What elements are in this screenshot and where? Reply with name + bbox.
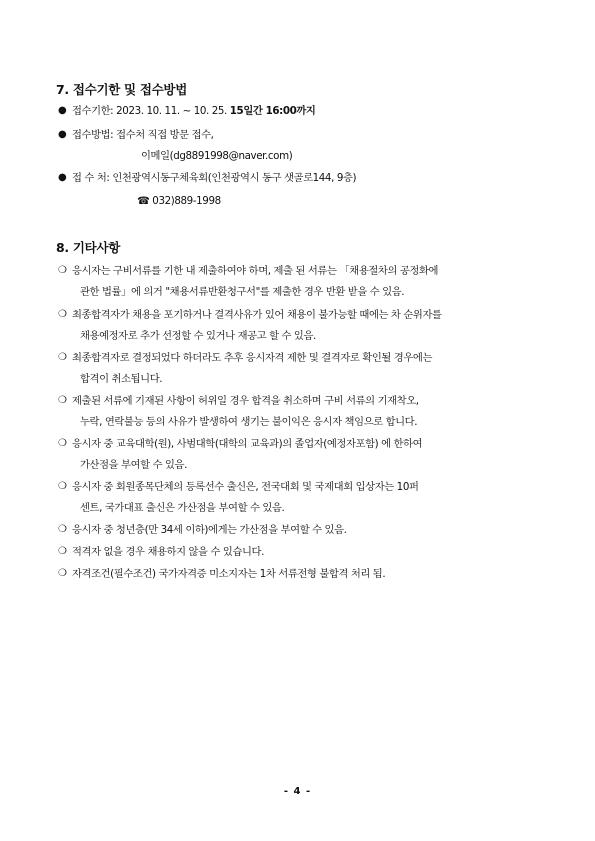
solid-bullet-icon: ● (58, 129, 67, 140)
deadline-label: 접수기한: (72, 105, 117, 117)
list-item: ❍ 자격조건(필수조건) 국가자격증 미소지자는 1차 서류전형 불합격 처리 됨. (58, 568, 386, 580)
hollow-bullet-icon: ❍ (58, 481, 67, 492)
list-item-cont: 채용예정자로 추가 선정할 수 있거나 재공고 할 수 있음. (80, 330, 316, 342)
page-number: - 4 - (283, 786, 312, 797)
hollow-bullet-icon: ❍ (58, 309, 67, 320)
hollow-bullet-icon: ❍ (58, 524, 67, 535)
list-item: ❍ 제출된 서류에 기재된 사항이 허위일 경우 합격을 취소하며 구비 서류의 기재착오, (58, 395, 419, 407)
list-item: ❍ 최종합격자가 채용을 포기하거나 결격사유가 있어 채용이 불가능할 때에는 차 순위자를 (58, 309, 442, 321)
section-7-title: 7. 접수기한 및 접수방법 (56, 82, 187, 97)
list-item: ❍ 응시자 중 회원종목단체의 등록선수 출신은, 전국대회 및 국제대회 입상자는 10퍼 (58, 481, 419, 493)
section-8-title: 8. 기타사항 (56, 240, 120, 255)
method-email: 이메일(dg8891998@naver.com) (141, 150, 293, 162)
hollow-bullet-icon: ❍ (58, 546, 67, 557)
office-row (58, 171, 356, 185)
hollow-bullet-icon: ❍ (58, 395, 67, 406)
list-item-cont: 누락, 연락불능 등의 사유가 발생하여 생기는 불이익은 응시자 책임으로 합니다. (80, 416, 418, 428)
deadline-row (58, 104, 315, 118)
list-item-cont: 가산점을 부여할 수 있음. (80, 459, 187, 471)
list-item: ❍ 응시자는 구비서류를 기한 내 제출하여야 하며, 제출 된 서류는 「채용절차의 공정화에 (58, 265, 439, 277)
solid-bullet-icon: ● (58, 172, 67, 183)
list-item: ❍ 응시자 중 교육대학(원), 사범대학(대학의 교육과)의 졸업자(예정자포함) 에 한하여 (58, 438, 423, 450)
solid-bullet-icon: ● (58, 105, 67, 116)
hollow-bullet-icon: ❍ (58, 568, 67, 579)
list-item-cont: 센트, 국가대표 출신은 가산점을 부여할 수 있음. (80, 502, 285, 514)
list-item: ❍ 최종합격자로 결정되었다 하더라도 추후 응시자격 제한 및 결격자로 확인될 경우에는 (58, 352, 432, 364)
method-row (58, 128, 214, 142)
deadline-bold: 15일간 16:00까지 (229, 105, 316, 117)
hollow-bullet-icon: ❍ (58, 438, 67, 449)
deadline-dates: 2023. 10. 11. ~ 10. 25. (116, 105, 230, 117)
list-item-cont: 관한 법률」에 의거 "채용서류반환청구서"를 제출한 경우 반환 받을 수 있음. (80, 286, 405, 298)
office-label: 접 수 처: 인천광역시동구체육회(인천광역시 동구 샛골로144, 9층) (72, 172, 357, 184)
list-item: ❍ 적격자 없을 경우 채용하지 않을 수 있습니다. (58, 546, 264, 558)
phone-number: ☎ 032)889-1998 (137, 195, 221, 207)
list-item-cont: 합격이 취소됩니다. (80, 373, 163, 385)
hollow-bullet-icon: ❍ (58, 265, 67, 276)
method-label: 접수방법: 접수처 직접 방문 접수, (72, 129, 214, 141)
hollow-bullet-icon: ❍ (58, 352, 67, 363)
list-item: ❍ 응시자 중 청년층(만 34세 이하)에게는 가산점을 부여할 수 있음. (58, 524, 347, 536)
